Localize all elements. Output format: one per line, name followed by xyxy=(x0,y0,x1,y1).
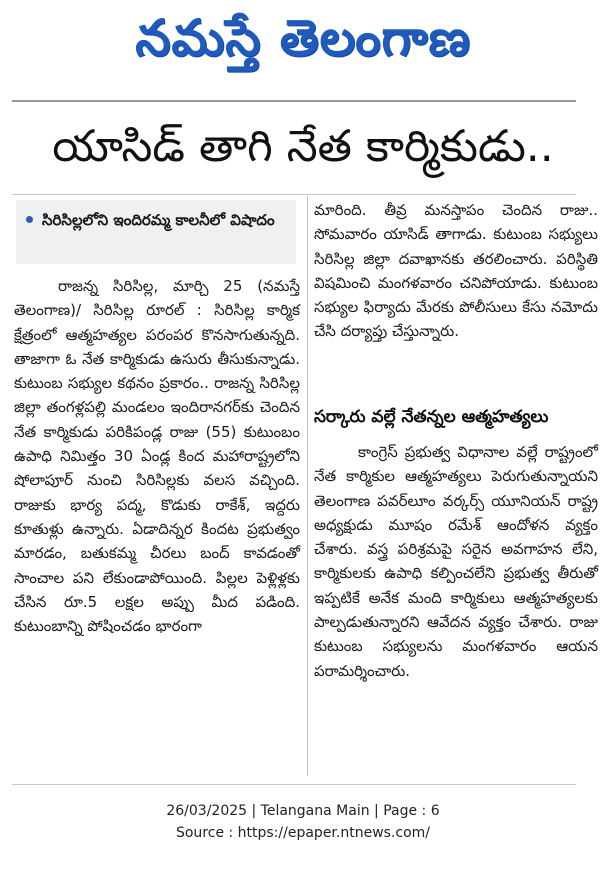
headline xyxy=(0,112,606,192)
article-paragraph: కాంగ్రెస్ ప్రభుత్వ విధానాల వల్లే రాష్ట్రంలో నేత కార్మికుల ఆత్మహత్యలు పెరుగుతున్నాయని తెలంగాణ పవర్‌లూం వర్కర్స్ యూనియన్ రాష్ట్ర అధ్యక్షుడు మూషం రమేశ్ ఆందోళన వ్యక్తం చేశారు. వస్త్ర పరిశ్రమపై సరైన అవగాహన లేని, కార్మికులకు ఉపాధి కల్పించలేని ప్రభుత్వ తీరుతో ఇప్పటికే అనేక మంది కార్మికులు ఆత్మహత్యలకు పాల్పడుతున్నారని ఆవేదన వ్యక్తం చేశారు. రాజు కుటుంబ సభ్యులను మంగళవారం ఆయన పరామర్శించారు. xyxy=(314,443,598,680)
article-paragraph: రాజన్న సిరిసిల్ల, మార్చి 25 (నమస్తే తెలంగాణ)/ సిరిసిల్ల రూరల్ : సిరిసిల్ల కార్మిక క్షేత్రంలో ఆత్మహత్యల పరంపర కొనసాగుతున్నది. తాజాగా ఓ నేత కార్మికుడు ఉసురు తీసుకున్నాడు. కుటుంబ సభ్యుల కథనం ప్రకారం.. రాజన్న సిరిసిల్ల జిల్లా తంగళ్లపల్లి మండలం ఇందిరానగర్‌కు చెందిన నేత కార్మికుడు పరికిపండ్ల రాజు (55) కుటుంబం ఉపాధి నిమిత్తం 30 ఏండ్ల కింద మహారాష్ట్రలోని షోలాపూర్ నుంచి సిరిసిల్లకు వలస వచ్చింది. రాజుకు భార్య పద్మ, కొడుకు రాకేశ్, ఇద్దరు కూతుళ్లు ఉన్నారు. ఏడాదిన్నర కిందట ప్రభుత్వం మారడం, బతుకమ్మ చీరలు బంద్ కావడంతో సాంచాల పని లేకుండాపోయింది. పిల్లల పెళ్లిళ్లకు చేసిన రూ.5 లక్షల అప్పు మీద పడింది. కుటుంబాన్ని పోషించడం భారంగా xyxy=(14,277,300,636)
headline-text: యాసిడ్ తాగి నేత కార్మికుడు.. xyxy=(52,121,554,172)
headline-divider xyxy=(12,194,576,195)
column-divider xyxy=(307,196,308,776)
footer xyxy=(0,800,606,844)
footer-source-line: Source : https://epaper.ntnews.com/ xyxy=(175,825,431,841)
masthead-divider xyxy=(12,100,576,102)
footer-date-line: 26/03/2025 | Telangana Main | Page : 6 xyxy=(166,803,440,819)
section-heading: సర్కారు వల్లే నేతన్నల ఆత్మహత్యలు xyxy=(314,407,549,427)
bullet-icon xyxy=(26,216,33,223)
right-column-top xyxy=(314,198,598,344)
right-column-bottom xyxy=(314,440,598,683)
masthead-logo-text: నమస్తే తెలంగాణ xyxy=(135,8,471,67)
subhead-text: సిరిసిల్లలోని ఇందిరమ్మ కాలనీలో విషాదం xyxy=(42,211,275,229)
left-column xyxy=(14,274,300,638)
article-paragraph: మారింది. తీవ్ర మనస్తాపం చెందిన రాజు.. సోమవారం యాసిడ్ తాగాడు. కుటుంబ సభ్యులు సిరిసిల్ల జిల్లా దవాఖానకు తరలించారు. పరిస్థితి విషమించి మంగళవారం చనిపోయాడు. కుటుంబ సభ్యుల ఫిర్యాదు మేరకు పోలీసులు కేసు నమోదు చేసి దర్యాప్తు చేస్తున్నారు. xyxy=(314,201,598,341)
footer-divider xyxy=(12,784,576,785)
masthead xyxy=(0,2,606,86)
subhead-box xyxy=(16,200,296,264)
